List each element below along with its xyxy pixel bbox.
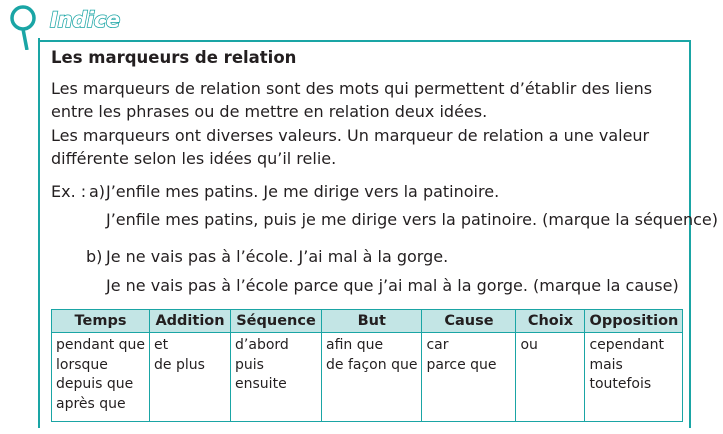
table-header-row — [52, 310, 683, 333]
marker-word: de plus — [154, 356, 205, 373]
example-b-line2: Je ne vais pas à l’école parce que j’ai mal à la gorge. (marque la cause) — [106, 276, 679, 295]
magnifier-icon — [6, 4, 40, 50]
example-a-line2: J’enfile mes patins, puis je me dirige vers la patinoire. (marque la séquence) — [106, 210, 718, 229]
example-a-label: a) — [89, 182, 106, 201]
marker-word: après que — [56, 395, 126, 412]
section-title: Les marqueurs de relation — [51, 48, 297, 67]
column-header-but: But — [322, 310, 422, 333]
column-header-choix: Choix — [516, 310, 585, 333]
cell-sequence — [231, 333, 322, 422]
marker-word: pendant que — [56, 337, 146, 353]
marker-word: mais — [589, 356, 623, 373]
marker-word: de façon que — [326, 356, 418, 373]
column-header-cause: Cause — [422, 310, 516, 333]
marker-word: depuis que — [56, 376, 134, 392]
marker-word: toutefois — [589, 376, 652, 392]
example-b-line1: Je ne vais pas à l’école. J’ai mal à la gorge. — [106, 247, 449, 266]
marker-word: ou — [520, 337, 538, 353]
paragraph-line: différente selon les idées qu’il relie. — [51, 149, 337, 168]
cell-addition — [150, 333, 231, 422]
banner-title: Indice — [50, 8, 120, 32]
marker-word: ensuite — [235, 376, 287, 392]
example-prefix: Ex. : — [51, 182, 87, 201]
marker-word: car — [426, 337, 449, 353]
example-a-line1: J’enfile mes patins. Je me dirige vers la patinoire. — [106, 182, 500, 201]
cell-cause — [422, 333, 516, 422]
marker-word: cependant — [589, 337, 664, 353]
table-row — [52, 333, 683, 422]
cell-choix — [516, 333, 585, 422]
marker-word: et — [154, 337, 169, 353]
column-header-addition: Addition — [150, 310, 231, 333]
column-header-opposition: Opposition — [585, 310, 683, 333]
marker-word: afin que — [326, 337, 384, 353]
column-header-sequence: Séquence — [231, 310, 322, 333]
marker-word: d’abord — [235, 337, 289, 353]
paragraph-line: Les marqueurs de relation sont des mots qui permettent d’établir des liens — [51, 79, 653, 98]
cell-temps — [52, 333, 150, 422]
paragraph-line: Les marqueurs ont diverses valeurs. Un marqueur de relation a une valeur — [51, 126, 650, 145]
marker-word: puis — [235, 356, 264, 373]
cell-opposition — [585, 333, 683, 422]
column-header-temps: Temps — [52, 310, 150, 333]
marker-word: parce que — [426, 356, 497, 373]
example-b-label: b) — [86, 247, 103, 266]
markers-table — [51, 309, 683, 422]
cell-but — [322, 333, 422, 422]
marker-word: lorsque — [56, 356, 108, 373]
paragraph-line: entre les phrases ou de mettre en relation deux idées. — [51, 102, 488, 121]
